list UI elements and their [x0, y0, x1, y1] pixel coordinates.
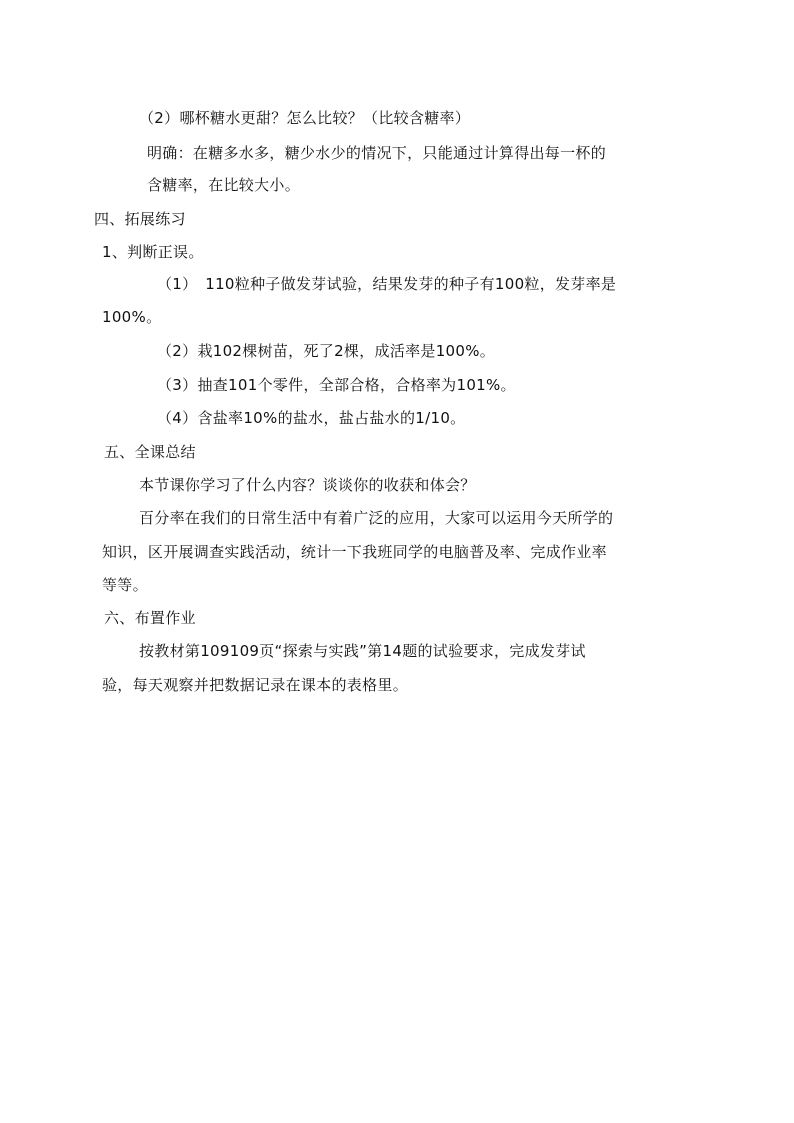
homework-line-2: 验，每天观察并把数据记录在课本的表格里。 — [102, 676, 409, 694]
section-four-heading: 四、拓展练习 — [94, 210, 186, 228]
summary-question: 本节课你学习了什么内容？谈谈你的收获和体会？ — [139, 476, 476, 494]
question-2-line: （2）哪杯糖水更甜？怎么比较？（比较含糖率） — [139, 109, 471, 127]
judge-item-4: （4）含盐率10%的盐水，盐占盐水的1/10。 — [157, 409, 466, 427]
judge-heading: 1、判断正误。 — [102, 243, 204, 261]
clarify-line-2: 含糖率，在比较大小。 — [147, 176, 301, 194]
section-six-heading: 六、布置作业 — [104, 609, 196, 627]
section-five-heading: 五、全课总结 — [104, 443, 196, 461]
judge-item-2: （2）栽102棵树苗，死了2棵，成活率是100%。 — [157, 342, 496, 360]
homework-line-1: 按教材第109109页“探索与实践”第14题的试验要求，完成发芽试 — [139, 642, 586, 660]
judge-item-1-line-1: （1） 110粒种子做发芽试验，结果发芽的种子有100粒，发芽率是 — [157, 275, 617, 293]
judge-item-3: （3）抽查101个零件，全部合格，合格率为101%。 — [157, 376, 516, 394]
summary-paragraph-line-3: 等等。 — [102, 576, 148, 594]
summary-paragraph-line-2: 知识，区开展调查实践活动，统计一下我班同学的电脑普及率、完成作业率 — [102, 543, 607, 561]
summary-paragraph-line-1: 百分率在我们的日常生活中有着广泛的应用，大家可以运用今天所学的 — [139, 509, 614, 527]
judge-item-1-line-2: 100%。 — [102, 308, 162, 326]
clarify-line-1: 明确：在糖多水多，糖少水少的情况下，只能通过计算得出每一杯的 — [147, 144, 607, 162]
